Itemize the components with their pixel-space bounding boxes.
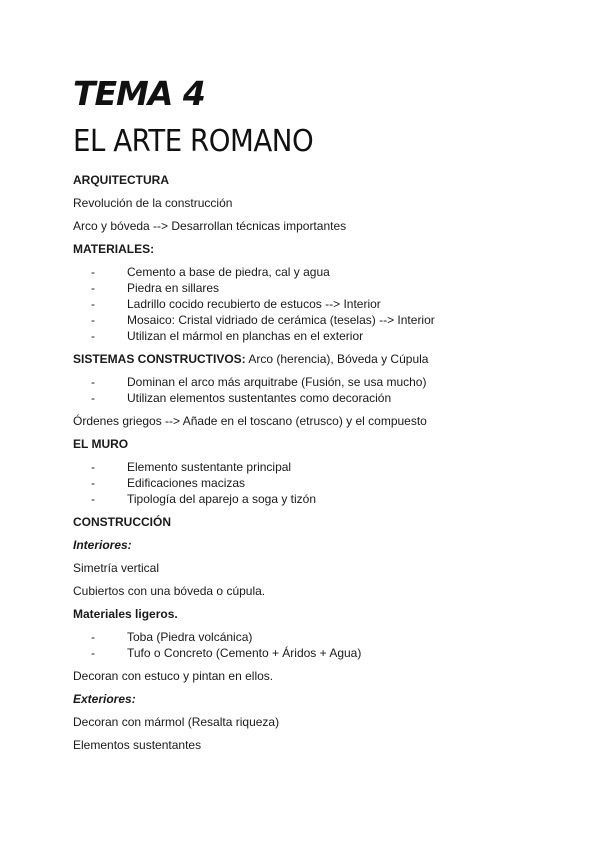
sistemas-heading: SISTEMAS CONSTRUCTIVOS: [73,352,246,366]
document-page [73,74,573,753]
list-item: - Tufo o Concreto (Cemento + Áridos + Agua) [91,646,362,660]
interiores-line-1: Simetría vertical [73,561,160,575]
dash-bullet: - [91,630,95,644]
page-title: EL ARTE ROMANO [73,124,314,159]
list-item: - Utilizan elementos sustentantes como decoración [91,391,392,405]
sistemas-list [73,374,573,406]
sistemas-text: Arco (herencia), Bóveda y Cúpula [248,352,429,366]
dash-bullet: - [91,391,95,405]
dash-bullet: - [91,375,95,389]
dash-bullet: - [91,281,95,295]
dash-bullet: - [91,329,95,343]
construccion-heading: CONSTRUCCIÓN [73,515,171,529]
dash-bullet: - [91,297,95,311]
interiores-line-2: Cubiertos con una bóveda o cúpula. [73,584,266,598]
list-item: - Ladrillo cocido recubierto de estucos --> Interior [91,297,381,311]
dash-bullet: - [91,476,95,490]
list-item: - Cemento a base de piedra, cal y agua [91,265,330,279]
list-item: - Piedra en sillares [91,281,220,295]
arquitectura-line-1: Revolución de la construcción [73,196,233,210]
exteriores-heading: Exteriores: [73,692,136,706]
list-item: - Tipología del aparejo a soga y tizón [91,492,317,506]
arquitectura-heading: ARQUITECTURA [73,173,169,187]
list-item: - Dominan el arco más arquitrabe (Fusión, se usa mucho) [91,375,427,389]
tema-heading: TEMA 4 [73,74,205,113]
exteriores-line-1: Decoran con mármol (Resalta riqueza) [73,715,280,729]
muro-heading: EL MURO [73,437,129,451]
materiales-ligeros-heading: Materiales ligeros. [73,607,178,621]
dash-bullet: - [91,460,95,474]
list-item: - Utilizan el mármol en planchas en el exterior [91,329,364,343]
ligeros-after-line: Decoran con estuco y pintan en ellos. [73,669,274,683]
list-item: - Elemento sustentante principal [91,460,292,474]
list-item: - Mosaico: Cristal vidriado de cerámica (teselas) --> Interior [91,313,435,327]
ordenes-line: Órdenes griegos --> Añade en el toscano (etrusco) y el compuesto [73,414,427,428]
materiales-heading: MATERIALES: [73,242,155,256]
dash-bullet: - [91,313,95,327]
materiales-ligeros-list [73,629,573,661]
list-item: - Toba (Piedra volcánica) [91,630,253,644]
dash-bullet: - [91,646,95,660]
dash-bullet: - [91,265,95,279]
list-item: - Edificaciones macizas [91,476,246,490]
dash-bullet: - [91,492,95,506]
interiores-heading: Interiores: [73,538,132,552]
sistemas-line [73,351,573,367]
muro-list [73,459,573,507]
exteriores-line-2: Elementos sustentantes [73,738,202,752]
arquitectura-line-2: Arco y bóveda --> Desarrollan técnicas importantes [73,219,347,233]
materiales-list [73,264,573,344]
